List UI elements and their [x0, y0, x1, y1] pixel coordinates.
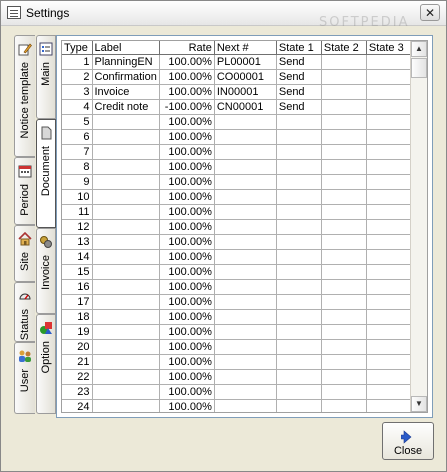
table-row[interactable] — [62, 70, 411, 85]
table-cell[interactable]: 10 — [62, 190, 92, 205]
table-cell[interactable]: 4 — [62, 100, 92, 115]
table-row[interactable] — [62, 235, 411, 250]
table-cell[interactable] — [92, 280, 159, 295]
table-cell[interactable] — [321, 190, 366, 205]
table-row[interactable] — [62, 385, 411, 400]
table-cell[interactable] — [321, 130, 366, 145]
table-cell[interactable] — [366, 55, 411, 70]
table-cell[interactable]: 8 — [62, 160, 92, 175]
table-cell[interactable]: 100.00% — [159, 310, 214, 325]
table-cell[interactable] — [321, 370, 366, 385]
table-cell[interactable] — [366, 220, 411, 235]
tab-user[interactable] — [14, 342, 35, 414]
tab-notice-template-label: Notice template — [19, 62, 31, 139]
arrow-right-icon — [401, 430, 415, 444]
table-cell[interactable] — [276, 130, 321, 145]
table-cell[interactable] — [276, 250, 321, 265]
table-cell[interactable] — [366, 115, 411, 130]
table-cell[interactable] — [321, 175, 366, 190]
table-cell[interactable] — [276, 385, 321, 400]
table-cell[interactable] — [276, 190, 321, 205]
table-cell[interactable] — [214, 205, 276, 220]
table-header-row — [62, 41, 411, 55]
table-cell[interactable]: 21 — [62, 355, 92, 370]
table-cell[interactable] — [366, 340, 411, 355]
table-cell[interactable]: 2 — [62, 70, 92, 85]
table-row[interactable] — [62, 100, 411, 115]
table-cell[interactable] — [321, 355, 366, 370]
tab-period-label: Period — [19, 184, 31, 216]
watermark: SOFTPEDIA — [319, 15, 410, 30]
table-cell[interactable] — [214, 160, 276, 175]
table-cell[interactable]: 1 — [62, 55, 92, 70]
table-cell[interactable] — [92, 265, 159, 280]
table-cell[interactable] — [366, 160, 411, 175]
table-cell[interactable] — [92, 220, 159, 235]
table-cell[interactable] — [214, 340, 276, 355]
table-cell[interactable]: 100.00% — [159, 160, 214, 175]
table-cell[interactable]: 100.00% — [159, 280, 214, 295]
tab-period[interactable] — [14, 157, 35, 225]
table-cell[interactable] — [214, 280, 276, 295]
tab-column-left — [14, 35, 35, 419]
table-cell[interactable] — [321, 85, 366, 100]
table-cell[interactable] — [276, 160, 321, 175]
tab-invoice-label: Invoice — [40, 255, 52, 290]
scroll-thumb[interactable] — [411, 58, 427, 78]
tab-invoice[interactable] — [36, 228, 56, 314]
table-cell[interactable] — [321, 100, 366, 115]
table-cell[interactable] — [214, 115, 276, 130]
table-cell[interactable]: 100.00% — [159, 325, 214, 340]
table-cell[interactable]: Invoice — [92, 85, 159, 100]
table-cell[interactable] — [321, 220, 366, 235]
table-cell[interactable] — [276, 175, 321, 190]
table-row[interactable] — [62, 220, 411, 235]
table-cell[interactable] — [366, 400, 411, 414]
table-cell[interactable] — [366, 265, 411, 280]
table-cell[interactable] — [92, 355, 159, 370]
table-cell[interactable] — [214, 175, 276, 190]
table-cell[interactable] — [366, 205, 411, 220]
table-cell[interactable]: 13 — [62, 235, 92, 250]
table-row[interactable] — [62, 280, 411, 295]
table-cell[interactable] — [276, 325, 321, 340]
document-table — [62, 41, 412, 413]
table-cell[interactable] — [276, 145, 321, 160]
table-row[interactable] — [62, 160, 411, 175]
table-cell[interactable] — [276, 295, 321, 310]
scroll-down-button[interactable]: ▼ — [411, 396, 427, 412]
table-cell[interactable] — [366, 85, 411, 100]
coins-icon — [39, 235, 53, 249]
table-cell[interactable]: 16 — [62, 280, 92, 295]
table-cell[interactable] — [276, 400, 321, 414]
column-header[interactable]: State 1 — [276, 41, 321, 55]
table-cell[interactable]: 100.00% — [159, 235, 214, 250]
column-header[interactable]: Next # — [214, 41, 276, 55]
table-cell[interactable] — [366, 190, 411, 205]
table-cell[interactable] — [92, 370, 159, 385]
table-row[interactable] — [62, 370, 411, 385]
table-cell[interactable] — [214, 325, 276, 340]
table-cell[interactable] — [92, 385, 159, 400]
table-row[interactable] — [62, 145, 411, 160]
table-cell[interactable] — [366, 295, 411, 310]
document-icon — [39, 126, 53, 140]
tab-main-label: Main — [40, 62, 52, 86]
table-cell[interactable]: 9 — [62, 175, 92, 190]
table-cell[interactable] — [321, 250, 366, 265]
table-cell[interactable]: 100.00% — [159, 385, 214, 400]
table-row[interactable] — [62, 130, 411, 145]
table-cell[interactable] — [92, 130, 159, 145]
table-row[interactable] — [62, 355, 411, 370]
table-cell[interactable] — [214, 220, 276, 235]
table-cell[interactable] — [366, 310, 411, 325]
vertical-scrollbar[interactable] — [410, 41, 427, 412]
table-cell[interactable] — [276, 310, 321, 325]
table-cell[interactable]: 100.00% — [159, 115, 214, 130]
table-cell[interactable] — [92, 295, 159, 310]
table-cell[interactable]: 100.00% — [159, 190, 214, 205]
table-cell[interactable]: 100.00% — [159, 70, 214, 85]
table-row[interactable] — [62, 55, 411, 70]
tab-option-label: Option — [40, 341, 52, 374]
table-cell[interactable]: Confirmation — [92, 70, 159, 85]
table-cell[interactable]: 18 — [62, 310, 92, 325]
table-cell[interactable]: 14 — [62, 250, 92, 265]
table-cell[interactable] — [366, 370, 411, 385]
table-cell[interactable]: 12 — [62, 220, 92, 235]
shapes-icon — [39, 321, 53, 335]
tab-column-right — [36, 35, 56, 419]
table-row[interactable] — [62, 205, 411, 220]
table-cell[interactable]: 23 — [62, 385, 92, 400]
table-cell[interactable]: Send — [276, 70, 321, 85]
table-row[interactable] — [62, 325, 411, 340]
table-cell[interactable] — [366, 235, 411, 250]
table-cell[interactable] — [321, 295, 366, 310]
table-row[interactable] — [62, 310, 411, 325]
table-cell[interactable] — [214, 385, 276, 400]
table-cell[interactable]: 100.00% — [159, 355, 214, 370]
table-cell[interactable]: Credit note — [92, 100, 159, 115]
table-cell[interactable] — [92, 175, 159, 190]
table-cell[interactable] — [214, 130, 276, 145]
tab-notice-template[interactable] — [14, 35, 35, 157]
table-cell[interactable]: 6 — [62, 130, 92, 145]
table-cell[interactable] — [366, 70, 411, 85]
table-cell[interactable]: 100.00% — [159, 265, 214, 280]
close-button-label: Close — [393, 445, 423, 457]
table-row[interactable] — [62, 190, 411, 205]
table-cell[interactable] — [366, 355, 411, 370]
table-cell[interactable]: 100.00% — [159, 340, 214, 355]
table-cell[interactable]: 24 — [62, 400, 92, 414]
table-cell[interactable] — [92, 235, 159, 250]
table-cell[interactable] — [92, 115, 159, 130]
table-cell[interactable] — [321, 265, 366, 280]
column-header[interactable]: Type — [62, 41, 92, 55]
table-cell[interactable] — [214, 145, 276, 160]
table-cell[interactable] — [92, 250, 159, 265]
table-cell[interactable]: 100.00% — [159, 85, 214, 100]
tab-site-label: Site — [19, 252, 31, 271]
table-row[interactable] — [62, 175, 411, 190]
table-cell[interactable] — [276, 355, 321, 370]
table-row[interactable] — [62, 85, 411, 100]
table-cell[interactable] — [276, 280, 321, 295]
pencil-note-icon — [18, 42, 32, 56]
list-icon — [39, 42, 53, 56]
column-header[interactable]: State 2 — [321, 41, 366, 55]
table-cell[interactable]: 100.00% — [159, 370, 214, 385]
table-cell[interactable] — [321, 400, 366, 414]
table-cell[interactable] — [276, 370, 321, 385]
table-cell[interactable]: 100.00% — [159, 130, 214, 145]
tab-option[interactable] — [36, 314, 56, 414]
table-cell[interactable] — [214, 235, 276, 250]
table-cell[interactable] — [366, 280, 411, 295]
table-cell[interactable]: PlanningEN — [92, 55, 159, 70]
table-cell[interactable]: -100.00% — [159, 100, 214, 115]
table-cell[interactable] — [92, 190, 159, 205]
table-cell[interactable] — [321, 205, 366, 220]
table-cell[interactable]: CN00001 — [214, 100, 276, 115]
table-cell[interactable]: Send — [276, 85, 321, 100]
table-cell[interactable] — [214, 355, 276, 370]
table-cell[interactable] — [92, 340, 159, 355]
table-cell[interactable]: IN00001 — [214, 85, 276, 100]
table-row[interactable] — [62, 340, 411, 355]
table-cell[interactable] — [92, 310, 159, 325]
table-cell[interactable]: 20 — [62, 340, 92, 355]
table-cell[interactable]: Send — [276, 100, 321, 115]
table-cell[interactable] — [214, 310, 276, 325]
table-cell[interactable] — [321, 325, 366, 340]
tab-site[interactable] — [14, 225, 35, 282]
table-cell[interactable] — [276, 265, 321, 280]
table-cell[interactable] — [276, 220, 321, 235]
table-cell[interactable]: CO00001 — [214, 70, 276, 85]
table-cell[interactable] — [321, 70, 366, 85]
table-cell[interactable] — [321, 145, 366, 160]
table-cell[interactable] — [92, 325, 159, 340]
tab-status-label: Status — [19, 309, 31, 341]
table-cell[interactable] — [92, 145, 159, 160]
table-cell[interactable] — [321, 310, 366, 325]
table-cell[interactable]: 22 — [62, 370, 92, 385]
column-header[interactable]: Label — [92, 41, 159, 55]
gauge-icon — [18, 289, 32, 303]
table-cell[interactable] — [321, 55, 366, 70]
scroll-up-button[interactable]: ▲ — [411, 41, 427, 57]
table-cell[interactable] — [366, 385, 411, 400]
tab-status[interactable] — [14, 282, 35, 342]
house-icon — [18, 232, 32, 246]
calendar-icon — [18, 164, 32, 178]
table-cell[interactable] — [276, 205, 321, 220]
table-cell[interactable] — [276, 235, 321, 250]
table-cell[interactable]: Send — [276, 55, 321, 70]
table-cell[interactable]: 11 — [62, 205, 92, 220]
table-cell[interactable]: 100.00% — [159, 205, 214, 220]
table-cell[interactable]: 100.00% — [159, 400, 214, 414]
table-row[interactable] — [62, 115, 411, 130]
table-cell[interactable] — [92, 160, 159, 175]
settings-window-icon — [7, 6, 21, 19]
table-cell[interactable]: 100.00% — [159, 145, 214, 160]
table-cell[interactable] — [214, 190, 276, 205]
table-cell[interactable] — [321, 385, 366, 400]
table-cell[interactable]: 100.00% — [159, 55, 214, 70]
table-cell[interactable]: 17 — [62, 295, 92, 310]
table-cell[interactable] — [214, 295, 276, 310]
table-row[interactable] — [62, 250, 411, 265]
table-cell[interactable] — [366, 130, 411, 145]
table-cell[interactable] — [214, 370, 276, 385]
users-icon — [18, 349, 32, 363]
table-cell[interactable] — [321, 160, 366, 175]
table-cell[interactable]: 100.00% — [159, 250, 214, 265]
table-cell[interactable] — [214, 250, 276, 265]
table-cell[interactable] — [366, 325, 411, 340]
table-cell[interactable] — [366, 100, 411, 115]
table-cell[interactable]: 100.00% — [159, 175, 214, 190]
table-cell[interactable] — [366, 145, 411, 160]
table-cell[interactable] — [214, 400, 276, 414]
table-cell[interactable] — [214, 265, 276, 280]
table-cell[interactable]: 100.00% — [159, 295, 214, 310]
table-cell[interactable]: 7 — [62, 145, 92, 160]
table-cell[interactable]: 15 — [62, 265, 92, 280]
table-cell[interactable] — [321, 115, 366, 130]
table-cell[interactable]: 3 — [62, 85, 92, 100]
document-panel — [56, 35, 433, 418]
table-row[interactable] — [62, 265, 411, 280]
table-cell[interactable]: 100.00% — [159, 220, 214, 235]
close-button[interactable] — [382, 422, 434, 460]
column-header[interactable]: Rate — [159, 41, 214, 55]
table-cell[interactable]: 19 — [62, 325, 92, 340]
tab-document[interactable] — [36, 119, 56, 228]
table-cell[interactable] — [92, 205, 159, 220]
table-cell[interactable] — [366, 250, 411, 265]
column-header[interactable]: State 3 — [366, 41, 411, 55]
window-title: Settings — [26, 6, 70, 20]
table-cell[interactable] — [276, 115, 321, 130]
table-row[interactable] — [62, 400, 411, 414]
table-cell[interactable] — [321, 235, 366, 250]
table-cell[interactable] — [321, 340, 366, 355]
table-cell[interactable]: 5 — [62, 115, 92, 130]
table-cell[interactable] — [366, 175, 411, 190]
window-close-button[interactable]: ✕ — [420, 4, 440, 21]
table-cell[interactable] — [92, 400, 159, 414]
table-cell[interactable] — [321, 280, 366, 295]
tab-user-label: User — [19, 369, 31, 393]
document-grid[interactable] — [61, 40, 428, 413]
table-cell[interactable] — [276, 340, 321, 355]
table-cell[interactable]: PL00001 — [214, 55, 276, 70]
table-row[interactable] — [62, 295, 411, 310]
tab-document-label: Document — [40, 146, 52, 197]
tab-main[interactable] — [36, 35, 56, 119]
